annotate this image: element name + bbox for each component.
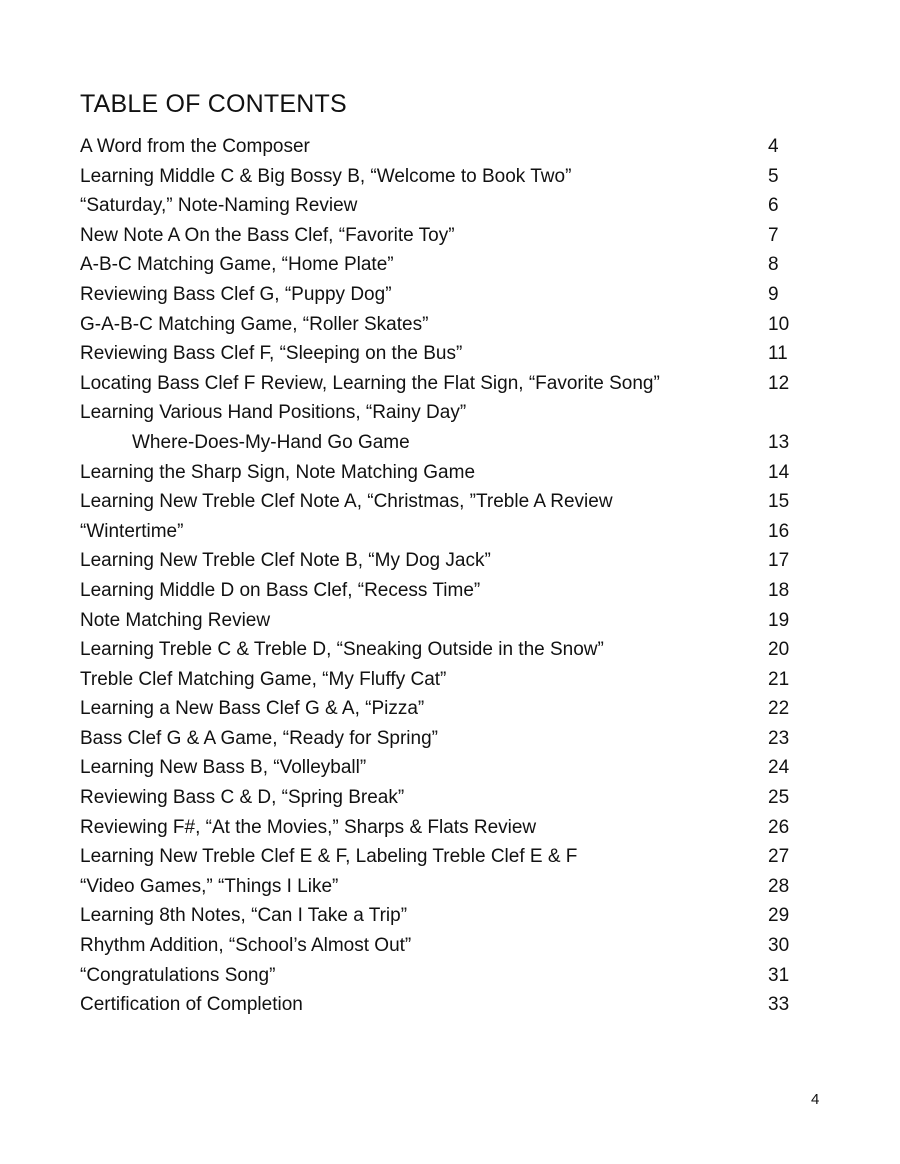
toc-entry xyxy=(80,990,800,1020)
toc-entry xyxy=(80,162,800,192)
toc-entry xyxy=(80,398,800,428)
toc-entry xyxy=(80,606,800,636)
toc-entry xyxy=(80,280,800,310)
toc-entry-page: 10 xyxy=(768,313,790,335)
toc-entry-indented xyxy=(80,428,800,458)
toc-title: TABLE OF CONTENTS xyxy=(80,90,347,118)
toc-entry-page: 33 xyxy=(768,994,790,1016)
toc-entry-title: Learning New Treble Clef Note B, “My Dog Jack” xyxy=(80,550,491,572)
toc-entry-title: Learning a New Bass Clef G & A, “Pizza” xyxy=(80,698,425,720)
toc-entry-title: Reviewing Bass Clef G, “Puppy Dog” xyxy=(80,283,392,305)
toc-entry-page: 5 xyxy=(768,165,779,187)
toc-entry-title: Reviewing Bass C & D, “Spring Break” xyxy=(80,787,405,809)
toc-entry xyxy=(80,753,800,783)
toc-entry-title: Bass Clef G & A Game, “Ready for Spring” xyxy=(80,727,438,749)
toc-entry-title: Rhythm Addition, “School’s Almost Out” xyxy=(80,935,412,957)
toc-entry-title: G-A-B-C Matching Game, “Roller Skates” xyxy=(80,313,429,335)
toc-entry xyxy=(80,635,800,665)
toc-entry-page: 12 xyxy=(768,372,790,394)
toc-entry-title: A-B-C Matching Game, “Home Plate” xyxy=(80,254,394,276)
toc-entry-page: 28 xyxy=(768,875,790,897)
toc-entry xyxy=(80,872,800,902)
toc-entry xyxy=(80,783,800,813)
toc-entry xyxy=(80,517,800,547)
toc-entry-title: Note Matching Review xyxy=(80,609,271,631)
toc-entry-page: 19 xyxy=(768,609,790,631)
toc-entry xyxy=(80,694,800,724)
toc-entry-title: Where-Does-My-Hand Go Game xyxy=(132,431,410,453)
toc-entry xyxy=(80,724,800,754)
toc-entry-page: 8 xyxy=(768,254,779,276)
toc-entry-page: 18 xyxy=(768,579,790,601)
toc-entry-title: Learning 8th Notes, “Can I Take a Trip” xyxy=(80,905,408,927)
toc-entry-page: 14 xyxy=(768,461,790,483)
toc-entry xyxy=(80,369,800,399)
toc-entry-page: 27 xyxy=(768,846,790,868)
toc-entry-title: Reviewing F#, “At the Movies,” Sharps & Flats Review xyxy=(80,816,537,838)
toc-entry-page: 23 xyxy=(768,727,790,749)
toc-entry-page: 13 xyxy=(768,431,790,453)
toc-entry-title: Learning Various Hand Positions, “Rainy Day” xyxy=(80,402,467,424)
toc-entry-page: 29 xyxy=(768,905,790,927)
toc-entry-title: “Saturday,” Note-Naming Review xyxy=(80,195,358,217)
toc-entry-page: 15 xyxy=(768,491,790,513)
toc-entry-title: Learning New Bass B, “Volleyball” xyxy=(80,757,367,779)
toc-entry-page: 31 xyxy=(768,964,790,986)
toc-entry-title: “Video Games,” “Things I Like” xyxy=(80,875,339,897)
toc-entry-page: 7 xyxy=(768,224,779,246)
toc-entry-page: 16 xyxy=(768,520,790,542)
toc-entry xyxy=(80,665,800,695)
toc-entry-page: 22 xyxy=(768,698,790,720)
toc-entry-title: Treble Clef Matching Game, “My Fluffy Cat” xyxy=(80,668,447,690)
toc-entry xyxy=(80,576,800,606)
toc-list xyxy=(80,132,800,1020)
toc-entry-title: Reviewing Bass Clef F, “Sleeping on the Bus” xyxy=(80,343,463,365)
toc-entry-title: Learning New Treble Clef E & F, Labeling Treble Clef E & F xyxy=(80,846,578,868)
toc-entry-page: 4 xyxy=(768,136,779,157)
toc-entry xyxy=(80,221,800,251)
toc-entry xyxy=(80,458,800,488)
page-number: 4 xyxy=(811,1091,820,1108)
toc-entry-page: 6 xyxy=(768,195,779,217)
toc-entry xyxy=(80,250,800,280)
toc-entry-page: 9 xyxy=(768,283,779,305)
toc-entry-page: 30 xyxy=(768,935,790,957)
toc-entry-page: 21 xyxy=(768,668,790,690)
toc-entry-title: Learning Middle D on Bass Clef, “Recess Time” xyxy=(80,579,481,601)
toc-entry-page: 20 xyxy=(768,639,790,661)
toc-entry-title: Locating Bass Clef F Review, Learning the Flat Sign, “Favorite Song” xyxy=(80,372,660,394)
toc-entry xyxy=(80,339,800,369)
toc-entry-title: Learning the Sharp Sign, Note Matching Game xyxy=(80,461,476,483)
toc-entry xyxy=(80,901,800,931)
toc-entry xyxy=(80,961,800,991)
toc-entry-title: Learning Treble C & Treble D, “Sneaking Outside in the Snow” xyxy=(80,639,604,661)
toc-entry-page: 26 xyxy=(768,816,790,838)
toc-entry-page: 25 xyxy=(768,787,790,809)
toc-entry-title: “Congratulations Song” xyxy=(80,964,276,986)
toc-entry xyxy=(80,546,800,576)
toc-entry xyxy=(80,842,800,872)
toc-entry xyxy=(80,191,800,221)
toc-entry-title: “Wintertime” xyxy=(80,520,184,542)
toc-entry-page: 17 xyxy=(768,550,790,572)
toc-entry xyxy=(80,931,800,961)
toc-entry-page: 11 xyxy=(768,343,788,365)
toc-entry-title: Learning Middle C & Big Bossy B, “Welcome to Book Two” xyxy=(80,165,572,187)
toc-entry xyxy=(80,310,800,340)
toc-entry xyxy=(80,487,800,517)
toc-entry-title: A Word from the Composer xyxy=(80,136,310,157)
toc-entry-title: New Note A On the Bass Clef, “Favorite Toy” xyxy=(80,224,455,246)
toc-entry xyxy=(80,813,800,843)
toc-entry-page: 24 xyxy=(768,757,790,779)
toc-entry-title: Learning New Treble Clef Note A, “Christmas, ”Treble A Review xyxy=(80,491,613,513)
toc-entry-title: Certification of Completion xyxy=(80,994,303,1016)
toc-entry xyxy=(80,132,800,162)
